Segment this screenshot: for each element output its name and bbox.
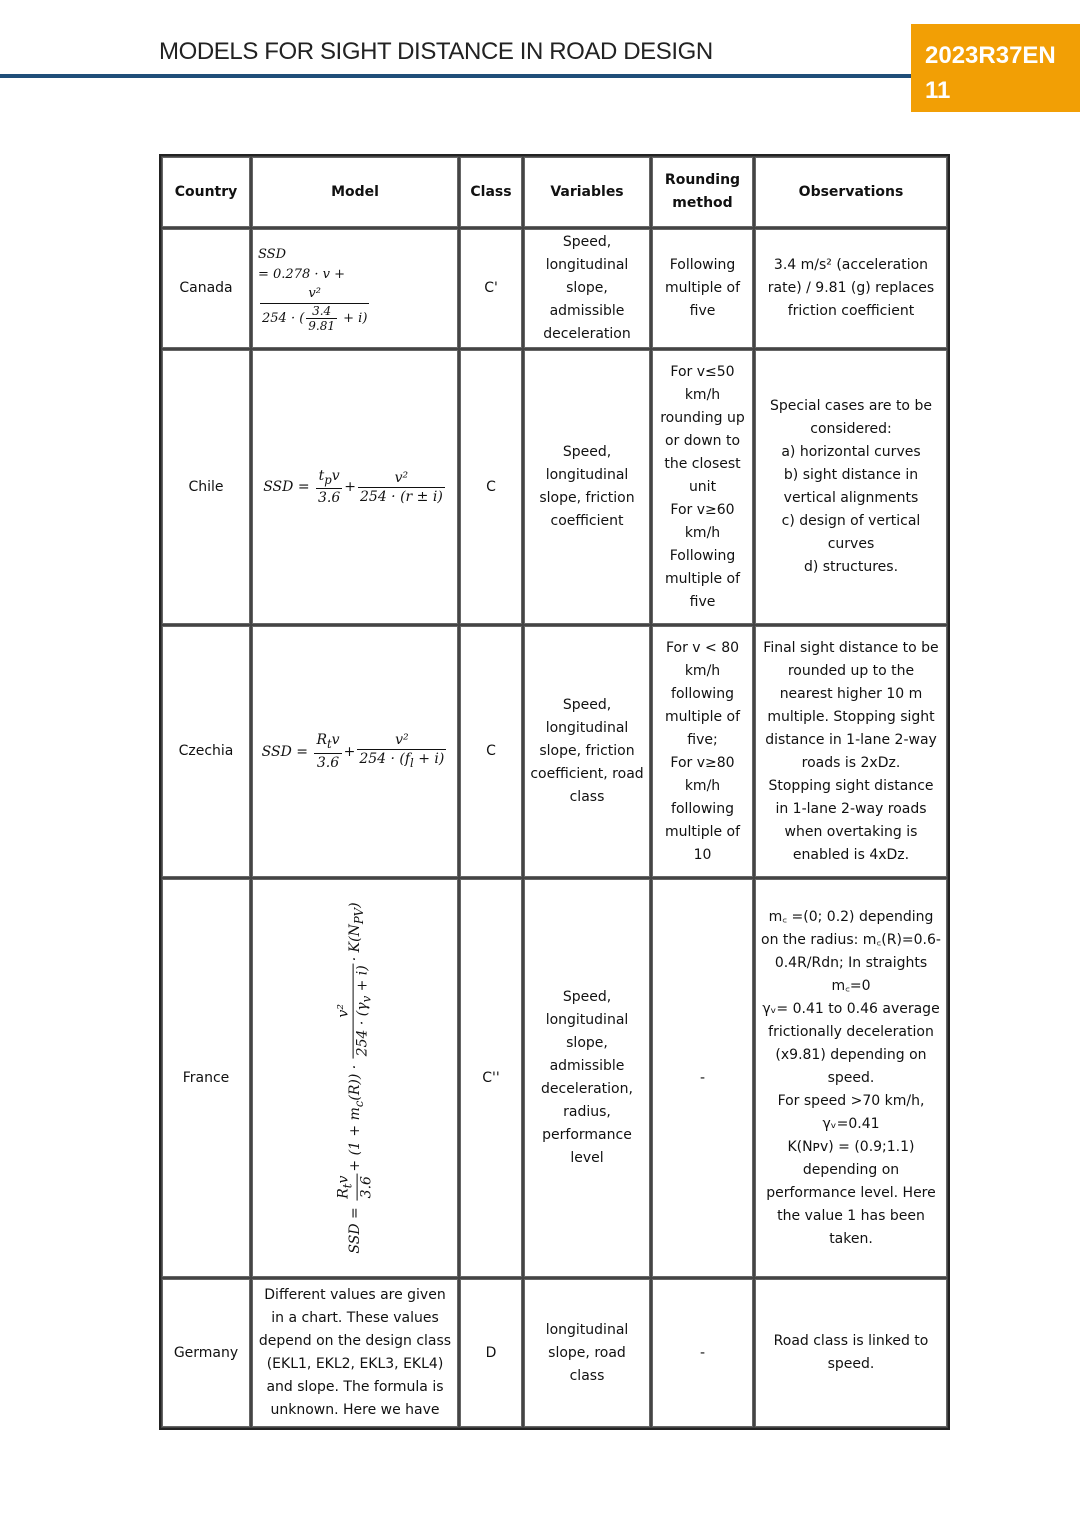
variables-cell: longitudinal slope, road class (523, 1278, 651, 1428)
sight-distance-table (159, 154, 950, 1430)
model-formula: SSD = $\frac{R_tv}{3.6}$ + $\frac{\text{v²}}{254 \cdot (f_l + i)}$ (261, 732, 445, 771)
observations-cell: Special cases are to be considered: a) horizontal curves b) sight distance in vertical alignments c) design of vertical curves d) structures. (754, 349, 948, 625)
country-cell: Chile (161, 349, 251, 625)
country-cell: Canada (161, 228, 251, 349)
col-header-model: Model (251, 156, 459, 228)
observations-cell: m꜀ =(0; 0.2) depending on the radius: m꜀(R)=0.6-0.4R/Rdn; In straights m꜀=0 γᵥ= 0.41 to 0.46 average frictionally deceleration (x9.81) depending on speed. For speed >70 km/h, γᵥ=0.41 K(Nᴘᴠ) = (0.9;1.1) depending on performance level. Here the value 1 has been taken. (754, 878, 948, 1278)
country-cell: Czechia (161, 625, 251, 878)
col-header-class: Class (459, 156, 523, 228)
class-cell: C (459, 349, 523, 625)
model-formula: SSD = $R_tv$ 3.6 + $(1 + m_c(R))$ · v² $254 \cdot (\gamma_v + i)$ · $K(N_{PV})$ (335, 902, 375, 1254)
table-row (161, 349, 948, 625)
model-cell (251, 625, 459, 878)
country-cell: Germany (161, 1278, 251, 1428)
variables-cell: Speed, longitudinal slope, admissible deceleration (523, 228, 651, 349)
model-cell (251, 878, 459, 1278)
table-row (161, 625, 948, 878)
page-number: 11 (925, 77, 951, 104)
rounding-cell: For v≤50 km/h rounding up or down to the closest unit For v≥60 km/h Following multiple of five (651, 349, 754, 625)
class-cell: C' (459, 228, 523, 349)
model-formula: SSD = 0.278 · v + v² 254 · ( $\frac{3.4}{9.81}$ + i) (258, 246, 368, 333)
class-cell: C (459, 625, 523, 878)
observations-cell: Final sight distance to be rounded up to the nearest higher 10 m multiple. Stopping sight distance in 1-lane 2-way roads is 2xDz. Stopping sight distance in 1-lane 2-way roads when overtaking is enabled is 4xDz. (754, 625, 948, 878)
rotated-formula-box (252, 882, 458, 1274)
document-title: MODELS FOR SIGHT DISTANCE IN ROAD DESIGN (159, 38, 713, 65)
variables-cell: Speed, longitudinal slope, friction coefficient (523, 349, 651, 625)
observations-cell: 3.4 m/s² (acceleration rate) / 9.81 (g) replaces friction coefficient (754, 228, 948, 349)
variables-cell: Speed, longitudinal slope, admissible deceleration, radius, performance level (523, 878, 651, 1278)
col-header-observations: Observations (754, 156, 948, 228)
class-cell: C'' (459, 878, 523, 1278)
rounding-cell: - (651, 1278, 754, 1428)
model-formula: SSD = $\frac{t_pv}{3.6}$ + $\frac{\text{v²}}{254 \cdot (r \pm i)}$ (263, 467, 443, 507)
model-cell (251, 349, 459, 625)
country-cell: France (161, 878, 251, 1278)
rounding-cell: - (651, 878, 754, 1278)
col-header-variables: Variables (523, 156, 651, 228)
table-row (161, 228, 948, 349)
observations-cell: Road class is linked to speed. (754, 1278, 948, 1428)
rounding-cell: Following multiple of five (651, 228, 754, 349)
header-rule (0, 74, 912, 78)
model-cell: Different values are given in a chart. These values depend on the design class (EKL1, EKL2, EKL3, EKL4) and slope. The formula is unknown. Here we have (251, 1278, 459, 1428)
table-row (161, 1278, 948, 1428)
report-code: 2023R37EN (925, 42, 1056, 69)
table-row (161, 878, 948, 1278)
rounding-cell: For v < 80 km/h following multiple of five; For v≥80 km/h following multiple of 10 (651, 625, 754, 878)
model-cell (251, 228, 459, 349)
col-header-rounding: Rounding method (651, 156, 754, 228)
table-header-row (161, 156, 948, 228)
report-badge (911, 24, 1080, 112)
variables-cell: Speed, longitudinal slope, friction coefficient, road class (523, 625, 651, 878)
class-cell: D (459, 1278, 523, 1428)
col-header-country: Country (161, 156, 251, 228)
